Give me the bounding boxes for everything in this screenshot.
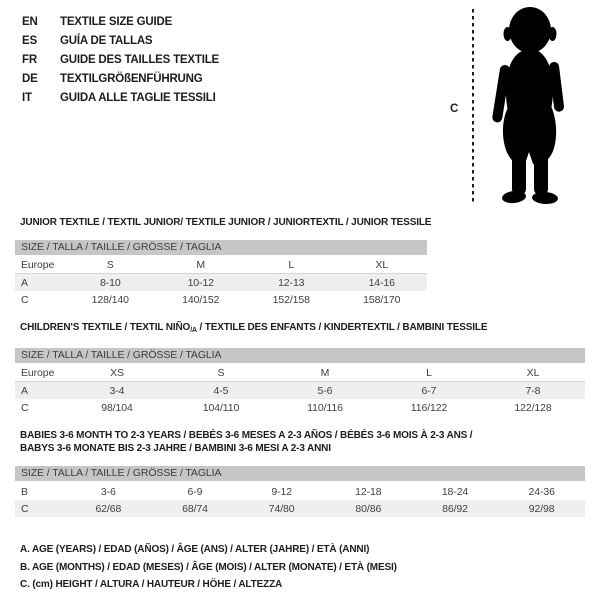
size-bar-header: SIZE / TALLA / TAILLE / GRÖSSE / TAGLIA	[15, 466, 585, 481]
table-cell: 98/104	[101, 401, 133, 414]
size-section	[15, 321, 600, 416]
table-cell: 80/86	[355, 502, 382, 515]
table-cell: S	[217, 367, 225, 379]
table-cell: 12-13	[278, 276, 305, 289]
table-cell: 140/152	[182, 293, 220, 306]
row-label: C	[21, 293, 29, 306]
table-cell: 68/74	[182, 502, 208, 515]
footnote: C. (cm) HEIGHT / ALTURA / HAUTEUR / HÖHE / ALTEZZA	[20, 579, 283, 590]
table-rows	[15, 257, 427, 308]
row-label: A	[21, 276, 28, 289]
footnote: A. AGE (YEARS) / EDAD (AÑOS) / ÂGE (ANS) / ALTER (JAHRE) / ETÀ (ANNI)	[20, 544, 370, 555]
language-code: IT	[22, 92, 32, 104]
table-cell: L	[426, 367, 432, 379]
table-row	[15, 291, 427, 308]
table-row	[15, 274, 427, 291]
section-title-line: JUNIOR TEXTILE / TEXTIL JUNIOR/ TEXTILE JUNIOR / JUNIORTEXTIL / JUNIOR TESSILE	[20, 217, 432, 228]
height-figure	[450, 5, 582, 210]
table-cell: 7-8	[525, 384, 541, 397]
language-title: GUIDA ALLE TAGLIE TESSILI	[60, 92, 216, 104]
language-title: GUIDE DES TAILLES TEXTILE	[60, 54, 219, 66]
section-title-line: BABYS 3-6 MONATE BIS 2-3 JAHRE / BAMBINI 3-6 MESI A 2-3 ANNI	[20, 443, 331, 454]
table-cell: XL	[526, 367, 540, 379]
size-section	[15, 429, 600, 517]
table-row	[15, 257, 427, 274]
language-row	[22, 89, 219, 108]
table-cell: 74/80	[268, 502, 295, 515]
language-code: ES	[22, 35, 37, 47]
table-cell: 10-12	[187, 276, 214, 289]
table-row	[15, 382, 585, 399]
language-row	[22, 32, 219, 51]
height-measure-dashed-line	[472, 9, 474, 205]
table-cell: 18-24	[441, 485, 469, 498]
table-cell: 9-12	[271, 485, 292, 498]
footnotes	[20, 541, 600, 594]
table-cell: 12-18	[355, 485, 382, 498]
table-cell: 122/128	[514, 401, 552, 414]
language-code: FR	[22, 54, 37, 66]
title-subscript: /A	[190, 327, 197, 334]
table-cell: 128/140	[91, 293, 129, 306]
section-title-line: CHILDREN'S TEXTILE / TEXTIL $NIÑO_{/A}$ / TEXTILE DES ENFANTS / KINDERTEXTIL / BAMBINI TESSILE	[20, 322, 488, 334]
table-row	[15, 500, 585, 517]
table-cell: 152/158	[272, 293, 310, 306]
language-title: TEXTILE SIZE GUIDE	[60, 16, 173, 28]
language-row	[22, 13, 219, 32]
table-row	[15, 483, 585, 500]
table-cell: 116/122	[410, 401, 448, 414]
table-cell: 158/170	[363, 293, 401, 306]
size-bar-header: SIZE / TALLA / TAILLE / GRÖSSE / TAGLIA	[15, 348, 585, 363]
language-title: TEXTILGRÖßENFÜHRUNG	[60, 73, 203, 85]
size-table	[15, 466, 585, 517]
section-title-line: BABIES 3-6 MONTH TO 2-3 YEARS / BEBÉS 3-6 MESES A 2-3 AÑOS / BÉBÉS 3-6 MOIS À 2-3 ANS /	[20, 430, 473, 441]
table-row	[15, 399, 585, 416]
table-cell: 92/98	[528, 502, 555, 515]
toddler-silhouette-icon	[480, 5, 578, 210]
table-cell: M	[196, 259, 206, 271]
language-row	[22, 51, 219, 70]
table-cell: 4-5	[213, 384, 229, 397]
row-label: C	[21, 401, 29, 414]
section-title	[20, 321, 600, 337]
table-cell: 24-36	[528, 485, 555, 498]
size-table	[15, 240, 427, 308]
height-measure-label: C	[450, 103, 459, 115]
table-cell: 62/68	[95, 502, 122, 515]
table-cell: S	[106, 259, 114, 271]
language-code: EN	[22, 16, 38, 28]
row-label: Europe	[21, 367, 55, 379]
table-cell: 5-6	[317, 384, 333, 397]
table-cell: XS	[110, 367, 124, 379]
table-cell: 6-9	[187, 485, 203, 498]
row-label: A	[21, 384, 28, 397]
table-cell: 3-6	[100, 485, 116, 498]
table-cell: L	[288, 259, 295, 271]
table-cell: M	[320, 367, 330, 379]
row-label: C	[21, 502, 29, 515]
row-label: B	[21, 485, 28, 498]
size-table	[15, 348, 585, 416]
language-title: GUÍA DE TALLAS	[60, 35, 153, 47]
language-code: DE	[22, 73, 38, 85]
section-title	[20, 216, 600, 229]
table-cell: 104/110	[202, 401, 240, 414]
table-cell: 6-7	[421, 384, 437, 397]
table-cell: 86/92	[442, 502, 468, 515]
header	[0, 0, 600, 210]
size-bar-header: SIZE / TALLA / TAILLE / GRÖSSE / TAGLIA	[15, 240, 427, 255]
table-cell: 3-4	[109, 384, 125, 397]
table-rows	[15, 365, 585, 416]
size-sections	[0, 216, 600, 517]
table-cell: 14-16	[368, 276, 395, 289]
section-title	[20, 429, 600, 455]
row-label: Europe	[21, 259, 55, 271]
table-cell: XL	[375, 259, 389, 271]
footnote: B. AGE (MONTHS) / EDAD (MESES) / ÂGE (MOIS) / ALTER (MONATE) / ETÀ (MESI)	[20, 561, 397, 573]
language-list	[22, 13, 219, 108]
table-cell: 8-10	[99, 276, 121, 289]
language-row	[22, 70, 219, 89]
size-section	[15, 216, 600, 308]
table-cell: 110/116	[307, 401, 343, 414]
table-row	[15, 365, 585, 382]
table-rows	[15, 483, 585, 517]
